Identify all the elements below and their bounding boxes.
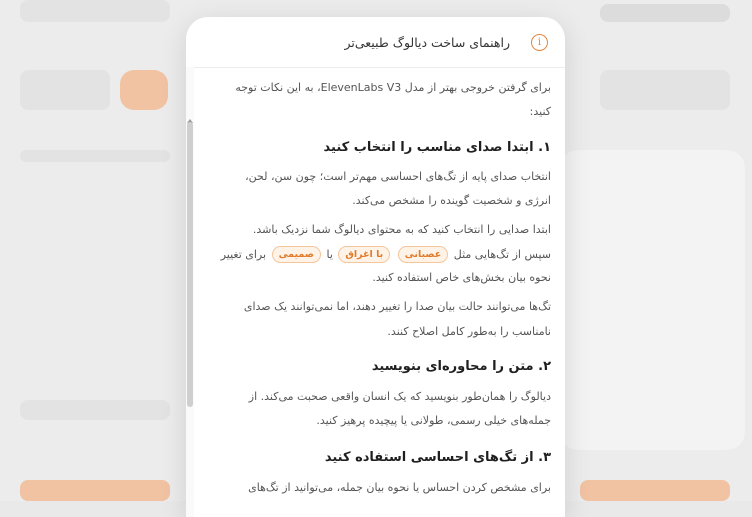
paragraph-text: دیالوگ را همان‌طور بنویسید که یک انسان واقعی صحبت می‌کند. از [248,390,551,403]
section-heading: ۲. متن را محاوره‌ای بنویسید [371,359,551,374]
background-placeholder [600,70,730,110]
paragraph-text: سپس از تگ‌هایی مثل [453,248,551,261]
intro-text: کنید: [529,105,551,118]
paragraph-text: نحوه بیان بخش‌های خاص استفاده کنید. [372,271,551,284]
modal-header [186,17,565,68]
modal-title: راهنمای ساخت دیالوگ طبیعی‌تر [344,35,510,50]
section-heading: ۱. ابتدا صدای مناسب را انتخاب کنید [323,140,551,155]
paragraph-text: نامناسب را به‌طور کامل اصلاح کنند. [387,325,551,338]
background-placeholder [20,70,110,110]
background-header-placeholder [600,4,730,22]
paragraph-text: یا [326,248,333,261]
paragraph-with-tags [221,246,551,263]
guide-modal [186,17,565,517]
paragraph-text: جمله‌های خیلی رسمی، طولانی یا پیچیده پرهیز کنید. [316,414,551,427]
section-heading: ۳. از تگ‌های احساسی استفاده کنید [324,450,551,465]
intro-text: برای گرفتن خروجی بهتر از مدل ElevenLabs V3، به این نکات توجه [235,81,551,94]
tag-friendly: صمیمی [272,246,321,263]
tag-angry: عصبانی [398,246,448,263]
paragraph-text: تگ‌ها می‌توانند حالت بیان صدا را تغییر دهند، اما نمی‌توانند یک صدای [243,300,551,313]
paragraph-text: برای تغییر [220,248,267,261]
background-header-placeholder [20,0,170,22]
scrollbar[interactable] [186,67,194,517]
background-orange-placeholder [120,70,168,110]
background-panel [560,150,745,450]
paragraph-text: انتخاب صدای پایه از تگ‌های احساسی مهم‌تر است؛ چون سن، لحن، [245,170,551,183]
scrollbar-thumb[interactable] [187,122,193,407]
background-placeholder [20,400,170,420]
background-orange-placeholder [20,480,170,501]
info-icon: i [531,34,548,51]
background-orange-placeholder [580,480,730,501]
paragraph-text: برای مشخص کردن احساس یا نحوه بیان جمله، می‌توانید از تگ‌های [248,481,551,494]
background-placeholder [20,150,170,162]
tag-exaggerated: با اغراق [338,246,390,263]
paragraph-text: ابتدا صدایی را انتخاب کنید که به محتوای دیالوگ شما نزدیک باشد. [252,223,551,236]
paragraph-text: انرژی و شخصیت گوینده را مشخص می‌کند. [352,194,551,207]
